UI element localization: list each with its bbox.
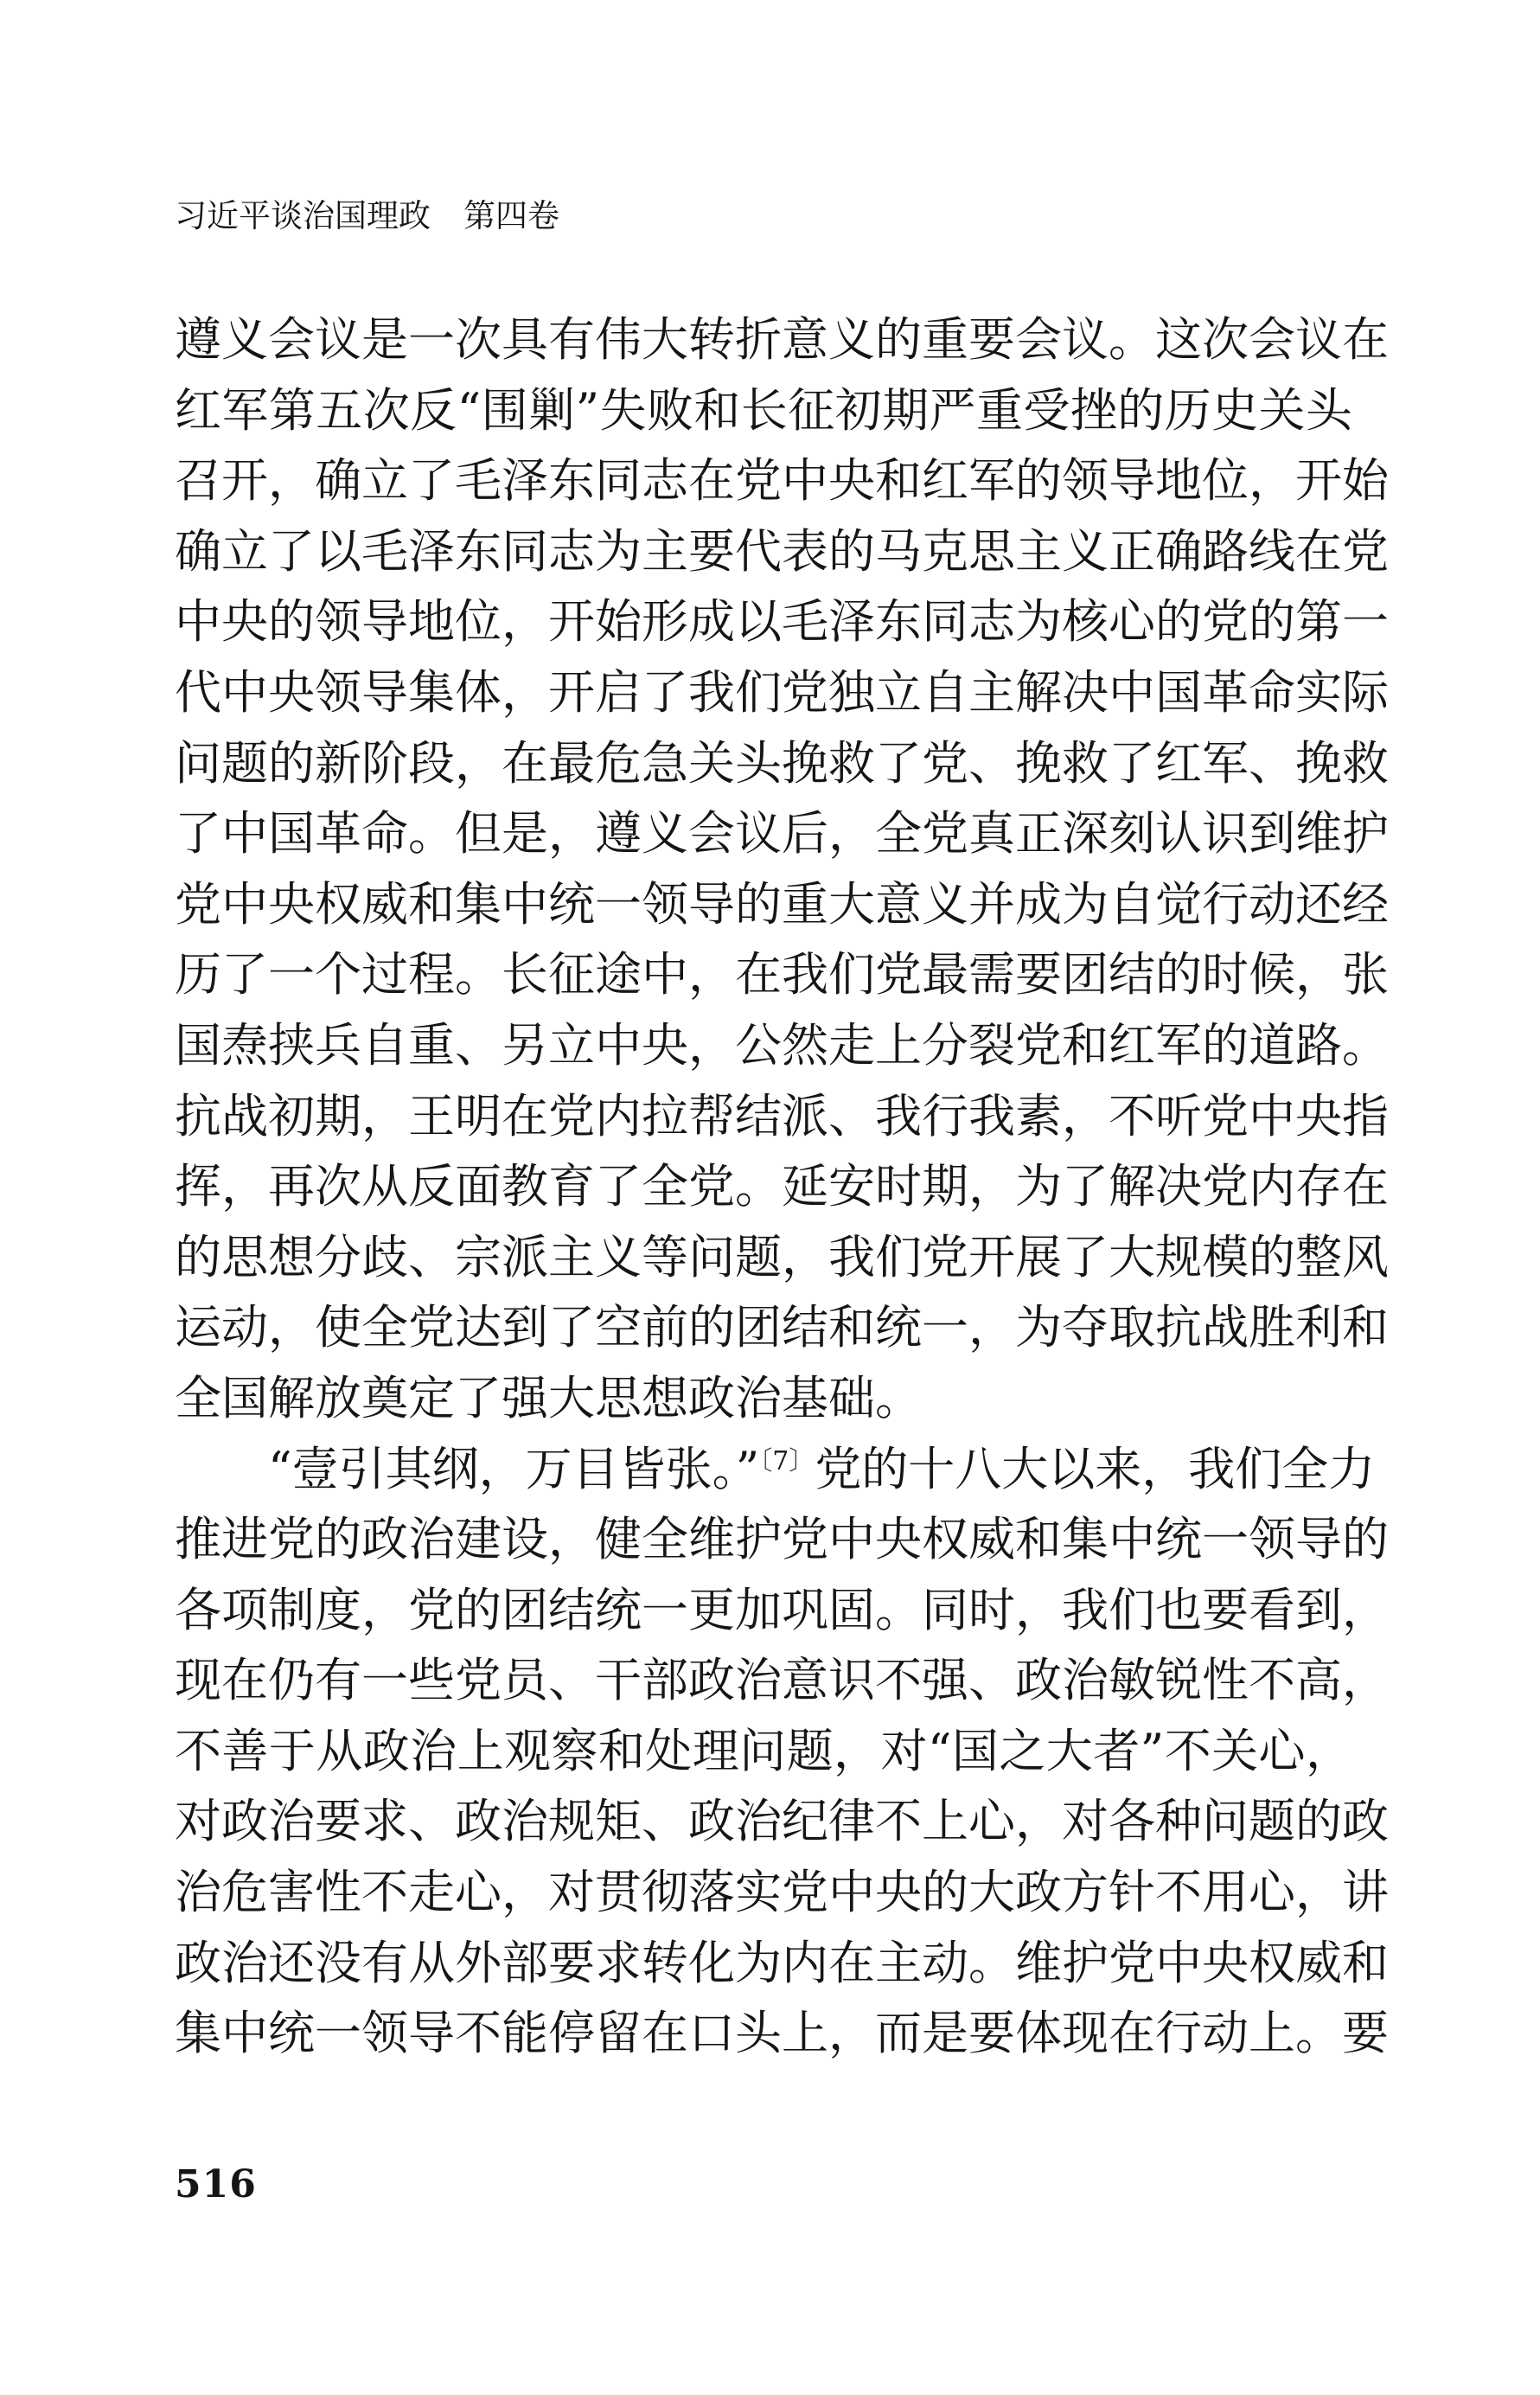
running-header	[175, 195, 559, 237]
text-line: 治危害性不走心，对贯彻落实党中央的大政方针不用心，讲	[175, 1865, 1389, 1920]
text-line: 中央的领导地位，开始形成以毛泽东同志为核心的党的第一	[175, 594, 1389, 650]
footnote-marker[interactable]: 〔7〕	[759, 1445, 815, 1476]
text-line: 推进党的政治建设，健全维护党中央权威和集中统一领导的	[175, 1512, 1389, 1567]
text-line: 集中统一领导不能停留在口头上，而是要体现在行动上。要	[175, 2006, 1389, 2061]
text-line-first	[175, 1434, 1376, 1505]
text-line: 政治还没有从外部要求转化为内在主动。维护党中央权威和	[175, 1935, 1389, 1990]
text-line: 对政治要求、政治规矩、政治纪律不上心，对各种问题的政	[175, 1794, 1389, 1849]
quotation: “壹引其纲，万目皆张。”	[268, 1441, 760, 1496]
text-line-rest: 党的十八大以来，我们全力	[815, 1441, 1376, 1496]
text-line: 各项制度，党的团结统一更加巩固。同时，我们也要看到，	[175, 1582, 1389, 1637]
text-line: 代中央领导集体，开启了我们党独立自主解决中国革命实际	[175, 664, 1389, 720]
text-line: 遵义会议是一次具有伟大转折意义的重要会议。这次会议在	[175, 312, 1389, 367]
text-line: 问题的新阶段，在最危急关头挽救了党、挽救了红军、挽救	[175, 735, 1389, 791]
text-line: 运动，使全党达到了空前的团结和统一，为夺取抗战胜利和	[175, 1300, 1389, 1355]
text-line: 抗战初期，王明在党内拉帮结派、我行我素，不听党中央指	[175, 1088, 1389, 1143]
text-line: 了中国革命。但是，遵义会议后，全党真正深刻认识到维护	[175, 806, 1389, 861]
page-number: 516	[175, 2162, 257, 2206]
text-line: 历了一个过程。长征途中，在我们党最需要团结的时候，张	[175, 947, 1389, 1002]
text-line: 红军第五次反“围剿”失败和长征初期严重受挫的历史关头	[175, 382, 1352, 438]
paragraph-1	[175, 304, 1389, 1434]
text-line: 国焘挟兵自重、另立中央，公然走上分裂党和红军的道路。	[175, 1017, 1389, 1073]
text-line: 确立了以毛泽东同志为主要代表的马克思主义正确路线在党	[175, 523, 1389, 579]
book-title: 习近平谈治国理政	[175, 197, 431, 234]
paragraph-2	[175, 1434, 1389, 2069]
volume-label: 第四卷	[463, 197, 559, 234]
text-line: 现在仍有一些党员、干部政治意识不强、政治敏锐性不高，	[175, 1653, 1389, 1708]
text-line: 不善于从政治上观察和处理问题，对“国之大者”不关心，	[175, 1723, 1352, 1778]
text-line: 挥，再次从反面教育了全党。延安时期，为了解决党内存在	[175, 1159, 1389, 1214]
text-line: 党中央权威和集中统一领导的重大意义并成为自觉行动还经	[175, 876, 1389, 932]
text-line: 召开，确立了毛泽东同志在党中央和红军的领导地位，开始	[175, 453, 1389, 509]
body-text	[175, 304, 1389, 2069]
text-line: 全国解放奠定了强大思想政治基础。	[175, 1370, 922, 1425]
text-line: 的思想分歧、宗派主义等问题，我们党开展了大规模的整风	[175, 1229, 1389, 1284]
